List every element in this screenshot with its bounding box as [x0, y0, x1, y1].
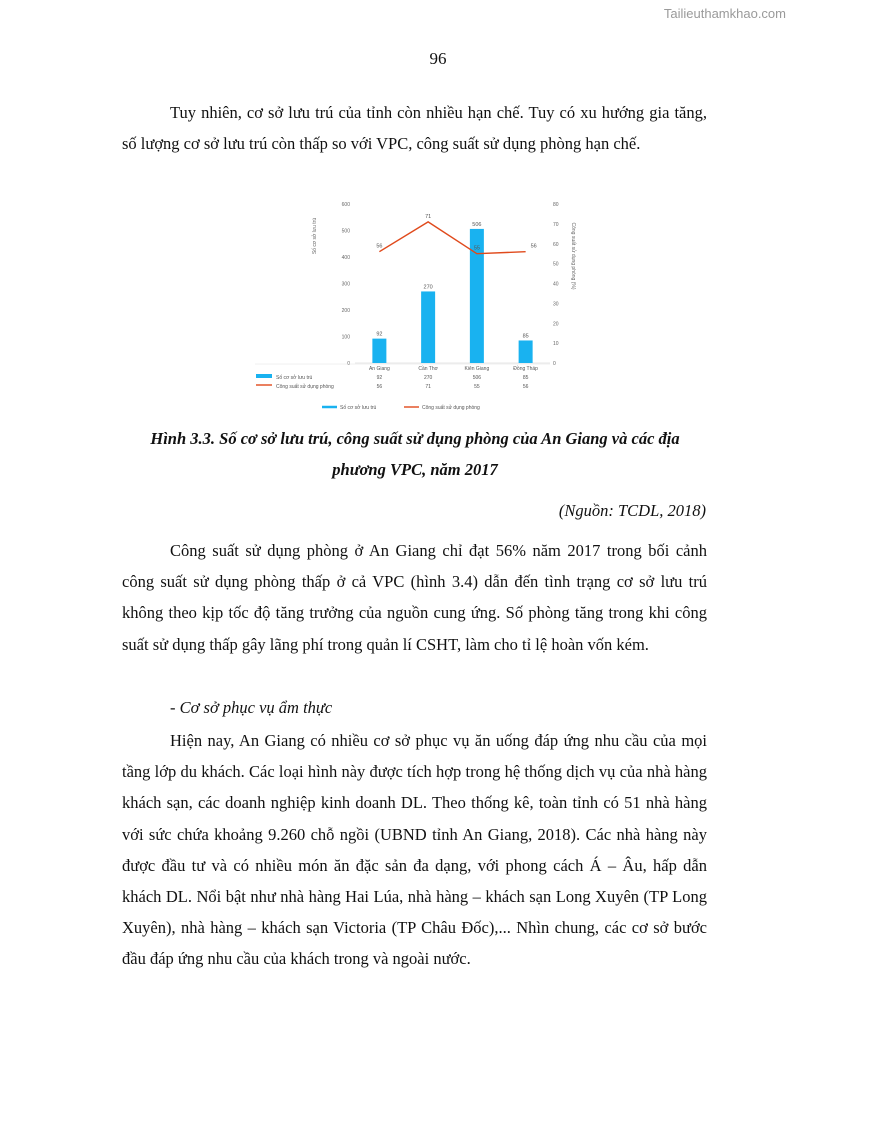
y-right-tick-label: 30: [553, 301, 559, 308]
figure-caption: [110, 423, 720, 485]
table-row-label: Số cơ sở lưu trú: [276, 375, 313, 381]
bar-value-label: 92: [376, 331, 383, 338]
y-right-tick-label: 70: [553, 221, 559, 228]
line-value-label: 56: [376, 243, 383, 250]
y-right-tick-label: 10: [553, 341, 559, 348]
paragraph-room-occupancy: [122, 535, 707, 660]
category-label: Đồng Tháp: [513, 366, 538, 372]
y-right-tick-label: 60: [553, 241, 559, 248]
y-left-tick-label: 300: [341, 281, 350, 288]
table-cell: 56: [376, 384, 383, 390]
paragraph-food-services: [122, 725, 707, 975]
y-right-tick-label: 80: [553, 202, 559, 208]
y-right-tick-label: 0: [553, 361, 556, 367]
y-left-tick-label: 0: [347, 361, 350, 367]
watermark: Tailieuthamkhao.com: [663, 6, 786, 21]
bar-value-label: 506: [472, 221, 482, 228]
paragraph-accommodation-limits: [122, 97, 707, 159]
category-label: Cần Thơ: [418, 366, 438, 372]
y-left-tick-label: 500: [341, 228, 350, 235]
y-left-axis-title: Số cơ sở lưu trú: [312, 217, 318, 255]
y-left-tick-label: 200: [341, 308, 350, 314]
table-cell: 506: [472, 375, 482, 381]
y-left-tick-label: 100: [341, 334, 350, 341]
accommodation-chart: [250, 196, 576, 420]
caption-line-1: Hình 3.3. Số cơ sở lưu trú, công suất sử dụng phòng của An Giang và các địa: [150, 429, 680, 448]
y-right-tick-label: 20: [553, 321, 559, 328]
table-cell: 55: [474, 384, 480, 390]
bar-value-label: 270: [423, 284, 433, 291]
y-left-tick-label: 400: [341, 255, 350, 261]
line-value-label: 55: [473, 245, 480, 252]
category-label: An Giang: [368, 366, 390, 372]
category-label: Kiên Giang: [464, 366, 490, 372]
table-cell: 71: [425, 384, 431, 390]
line-value-label: 71: [425, 213, 432, 220]
bar: [519, 340, 533, 363]
table-cell: 85: [522, 375, 529, 381]
legend-label: Số cơ sở lưu trú: [340, 405, 377, 411]
y-right-axis-title: Công suất sử dụng phòng (%): [570, 222, 576, 290]
bar: [421, 291, 435, 363]
y-right-tick-label: 50: [553, 261, 559, 268]
section-subheading: - Cơ sở phục vụ ẩm thực: [170, 698, 333, 717]
y-right-tick-label: 40: [553, 281, 559, 288]
line-series: [379, 222, 525, 254]
table-cell: 92: [376, 375, 383, 381]
figure-source: (Nguồn: TCDL, 2018): [558, 501, 706, 520]
page-number: 96: [429, 49, 447, 68]
y-left-tick-label: 600: [341, 202, 350, 208]
table-cell: 56: [522, 384, 529, 390]
paragraph-text: Tuy nhiên, cơ sở lưu trú của tỉnh còn nhiều hạn chế. Tuy có xu hướng gia tăng, số lượng cơ sở lưu trú còn thấp so với VPC, công suất sử dụng phòng hạn chế.: [122, 103, 707, 154]
line-value-label: 56: [530, 243, 537, 250]
bar: [372, 339, 386, 363]
bar-value-label: 85: [522, 333, 529, 340]
caption-line-2: phương VPC, năm 2017: [332, 460, 498, 479]
table-legend-swatch: [256, 374, 272, 378]
table-cell: 270: [423, 375, 433, 381]
legend-label: Công suất sử dụng phòng: [422, 405, 480, 411]
paragraph-text: Hiện nay, An Giang có nhiều cơ sở phục vụ ăn uống đáp ứng nhu cầu của mọi tầng lớp du khách. Các loại hình này được tích hợp trong hệ thống dịch vụ của nhà hàng khách sạn, các doanh nghiệp kinh doanh DL. Theo thống kê, toàn tỉnh có 51 nhà hàng với sức chứa khoảng 9.260 chỗ ngồi (UBND tỉnh An Giang, 2018). Các nhà hàng này được đầu tư và có nhiều món ăn đặc sản đa dạng, với phong cách Á – Âu, hấp dẫn khách DL. Nổi bật như nhà hàng Hai Lúa, nhà hàng – khách sạn Long Xuyên (TP Long Xuyên), nhà hàng – khách sạn Victoria (TP Châu Đốc),... Nhìn chung, các cơ sở bước đầu đáp ứng nhu cầu của khách trong và ngoài nước.: [122, 731, 707, 969]
paragraph-text: Công suất sử dụng phòng ở An Giang chỉ đạt 56% năm 2017 trong bối cảnh công suất sử dụng phòng thấp ở cả VPC (hình 3.4) dẫn đến tình trạng cơ sở lưu trú không theo kịp tốc độ tăng trưởng của nguồn cung ứng. Số phòng tăng trong khi công suất sử dụng thấp gây lãng phí trong quản lí CSHT, làm cho tỉ lệ hoàn vốn kém.: [122, 541, 707, 654]
table-row-label: Công suất sử dụng phòng: [276, 384, 334, 390]
